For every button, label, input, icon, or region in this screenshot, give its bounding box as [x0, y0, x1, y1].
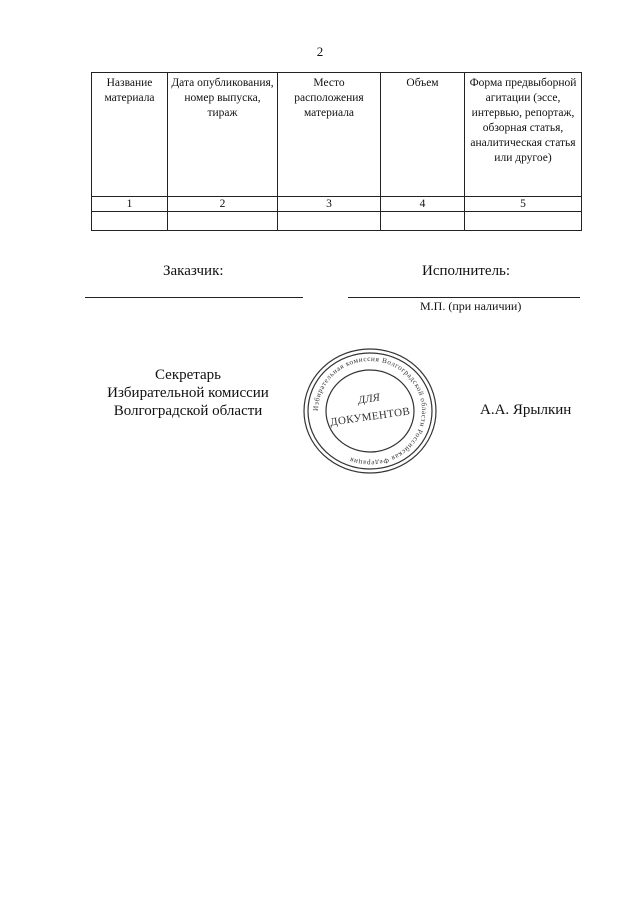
header-cell-volume: Объем [381, 73, 465, 197]
header-cell-location: Место расположения материала [278, 73, 381, 197]
customer-signature-line [85, 297, 303, 298]
table-cell [381, 212, 465, 231]
secretary-title [98, 366, 278, 420]
column-number-4: 4 [381, 197, 465, 212]
executor-label: Исполнитель: [422, 263, 511, 279]
header-cell-agitation-form: Форма предвыборной агитации (эссе, интервью, репортаж, обзорная статья, аналитическая статья или другое) [465, 73, 582, 197]
customer-label: Заказчик: [163, 263, 224, 279]
column-number-2: 2 [168, 197, 278, 212]
stamp-center-text-line1: ДЛЯ [357, 391, 381, 407]
table-row [92, 212, 582, 231]
official-seal-stamp [300, 346, 440, 476]
page-number: 2 [316, 44, 324, 59]
executor-signature-line [348, 297, 580, 298]
stamp-ring-text: Избирательная комиссия Волгоградской области Российская Федерация [311, 354, 429, 468]
header-cell-publication-date: Дата опубликования, номер выпуска, тираж [168, 73, 278, 197]
table-cell [92, 212, 168, 231]
materials-table [91, 72, 582, 231]
column-number-3: 3 [278, 197, 381, 212]
secretary-title-line: Избирательной комиссии [107, 385, 269, 401]
table-cell [168, 212, 278, 231]
stamp-center-text-line2: ДОКУМЕНТОВ [329, 405, 411, 429]
table-cell [465, 212, 582, 231]
column-number-5: 5 [465, 197, 582, 212]
column-number-1: 1 [92, 197, 168, 212]
table-header-row [92, 73, 582, 197]
secretary-name: А.А. Ярылкин [480, 402, 572, 418]
header-cell-title: Название материала [92, 73, 168, 197]
table-cell [278, 212, 381, 231]
table-number-row [92, 197, 582, 212]
secretary-title-line: Волгоградской области [113, 403, 263, 419]
secretary-title-line: Секретарь [154, 367, 222, 383]
seal-note: М.П. (при наличии) [420, 299, 522, 313]
